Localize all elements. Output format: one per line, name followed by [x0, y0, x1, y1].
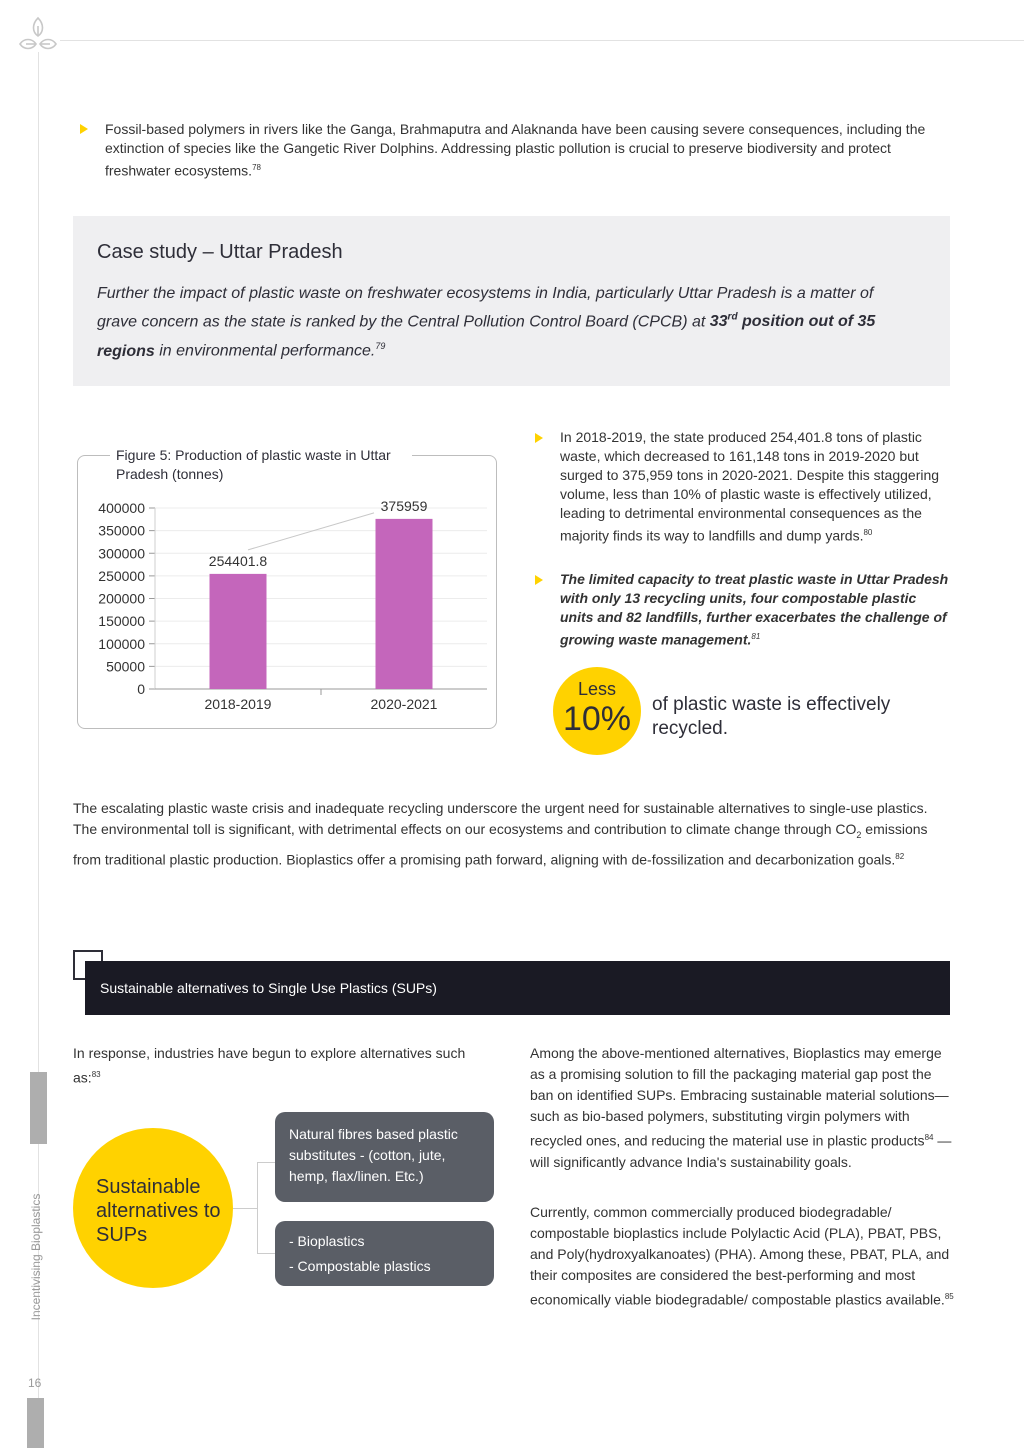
- chart-title: Figure 5: Production of plastic waste in Uttar Pradesh (tonnes): [110, 446, 412, 484]
- capacity-bullet-text: The limited capacity to treat plastic waste in Uttar Pradesh with only 13 recycling units, four compostable plastic units and 82 landfills, further exacerbates the challenge of growing waste management.$^{81}$: [560, 571, 949, 648]
- data-label: 254401.8: [208, 552, 268, 569]
- compostable-item: - Compostable plastics: [289, 1258, 431, 1274]
- page-tab-marker: [27, 1398, 44, 1448]
- x-tick-label: 2020-2021: [370, 696, 438, 712]
- intro-bullet-text: Fossil-based polymers in rivers like the Ganga, Brahmaputra and Alaknanda have been causing severe consequences, including the extinction of species like the Gangetic River Dolphins. Addressing plastic pollution is crucial to preserve biodiversity and protect freshwater ecosystems.$^{78}$: [105, 121, 926, 179]
- y-tick-label: 300000: [98, 545, 145, 562]
- y-tick-label: 100000: [98, 635, 145, 652]
- running-section-label: Incentivising Bioplastics: [29, 1193, 43, 1321]
- case-study-title: Case study – Uttar Pradesh: [97, 241, 343, 263]
- x-tick-label: 2018-2019: [204, 696, 272, 712]
- stat-less-label: Less: [577, 679, 617, 699]
- connector-line: [257, 1162, 258, 1254]
- leaves-logo-icon: [14, 14, 62, 62]
- natural-fibres-box: [275, 1112, 494, 1202]
- page-number: 16: [28, 1376, 42, 1390]
- top-rule: [60, 40, 1024, 41]
- connector-line: [233, 1208, 257, 1209]
- y-tick-label: 250000: [98, 567, 145, 584]
- crisis-paragraph: The escalating plastic waste crisis and inadequate recycling underscore the urgent need for sustainable alternatives to single-use plastics. The environmental toll is significant, with detrimental effects on our ecosystems and contribution to climate change through $CO_2$ emissions from traditional plastic production. Bioplastics offer a promising path forward, aligning with de-fossilization and decarbonization goals.$^{82}$: [73, 800, 928, 868]
- bullet-arrow-icon: [535, 575, 543, 585]
- label-leader-line: [248, 513, 374, 550]
- bar-chart: [77, 495, 497, 720]
- natural-fibres-text: Natural fibres based plastic substitutes - (cotton, jute, hemp, flax/linen. Etc.): [289, 1126, 458, 1184]
- bar: [376, 519, 433, 689]
- y-tick-label: 150000: [98, 613, 145, 630]
- bullet-arrow-icon: [535, 433, 543, 443]
- bar: [210, 574, 267, 689]
- bioplastics-paragraph: Among the above-mentioned alternatives, Bioplastics may emerge as a promising solution to fill the packaging material gap post the ban on identified SUPs. Embracing sustainable material solutions—such as bio-based polymers, substituting virgin polymers with recycled ones, and reducing the material use in plastic products$^{84}$ —will significantly advance India's sustainability goals.: [530, 1045, 952, 1170]
- y-tick-label: 50000: [106, 658, 145, 675]
- connector-line: [257, 1253, 275, 1254]
- data-label: 375959: [380, 497, 428, 514]
- connector-line: [257, 1162, 275, 1163]
- section-title: Sustainable alternatives to Single Use Plastics (SUPs): [100, 980, 437, 996]
- y-tick-label: 400000: [98, 500, 145, 516]
- case-study-body: Further the impact of plastic waste on freshwater ecosystems in India, particularly Uttar Pradesh is a matter of grave concern as the state is ranked by the Central Pollution Control Board (CPCB) at 33rd position out of 35 regions in environmental performance.$^{79}$: [97, 285, 876, 360]
- side-tab-marker: [30, 1072, 47, 1144]
- y-tick-label: 0: [137, 681, 145, 697]
- stat-caption: of plastic waste is effectively recycled.: [652, 694, 891, 739]
- bioplastics-item: - Bioplastics: [289, 1233, 365, 1249]
- stat-percent: 10%: [562, 700, 632, 738]
- commercial-bioplastics-paragraph: Currently, common commercially produced biodegradable/ compostable bioplastics include Polylactic Acid (PLA), PBAT, PBS, and Poly(hydroxyalkanoates) (PHA). Among these, PBAT, PLA, and their composites are considered the best-performing and most economically viable biodegradable/ compostable plastics available.$^{85}$: [530, 1204, 954, 1308]
- bullet-arrow-icon: [80, 124, 88, 134]
- sustainable-alternatives-label: Sustainable alternatives to SUPs: [96, 1176, 221, 1246]
- bioplastics-box: [275, 1221, 494, 1286]
- production-bullet-text: In 2018-2019, the state produced 254,401.8 tons of plastic waste, which decreased to 161,148 tons in 2019-2020 but surged to 375,959 tons in 2020-2021. Despite this staggering volume, less than 10% of plastic waste is effectively utilized, leading to detrimental environmental consequences as the majority finds its way to landfills and dump yards.$^{80}$: [560, 429, 940, 544]
- alternatives-intro: In response, industries have begun to explore alternatives such as:$^{83}$: [73, 1045, 466, 1086]
- y-tick-label: 200000: [98, 590, 145, 607]
- y-tick-label: 350000: [98, 522, 145, 539]
